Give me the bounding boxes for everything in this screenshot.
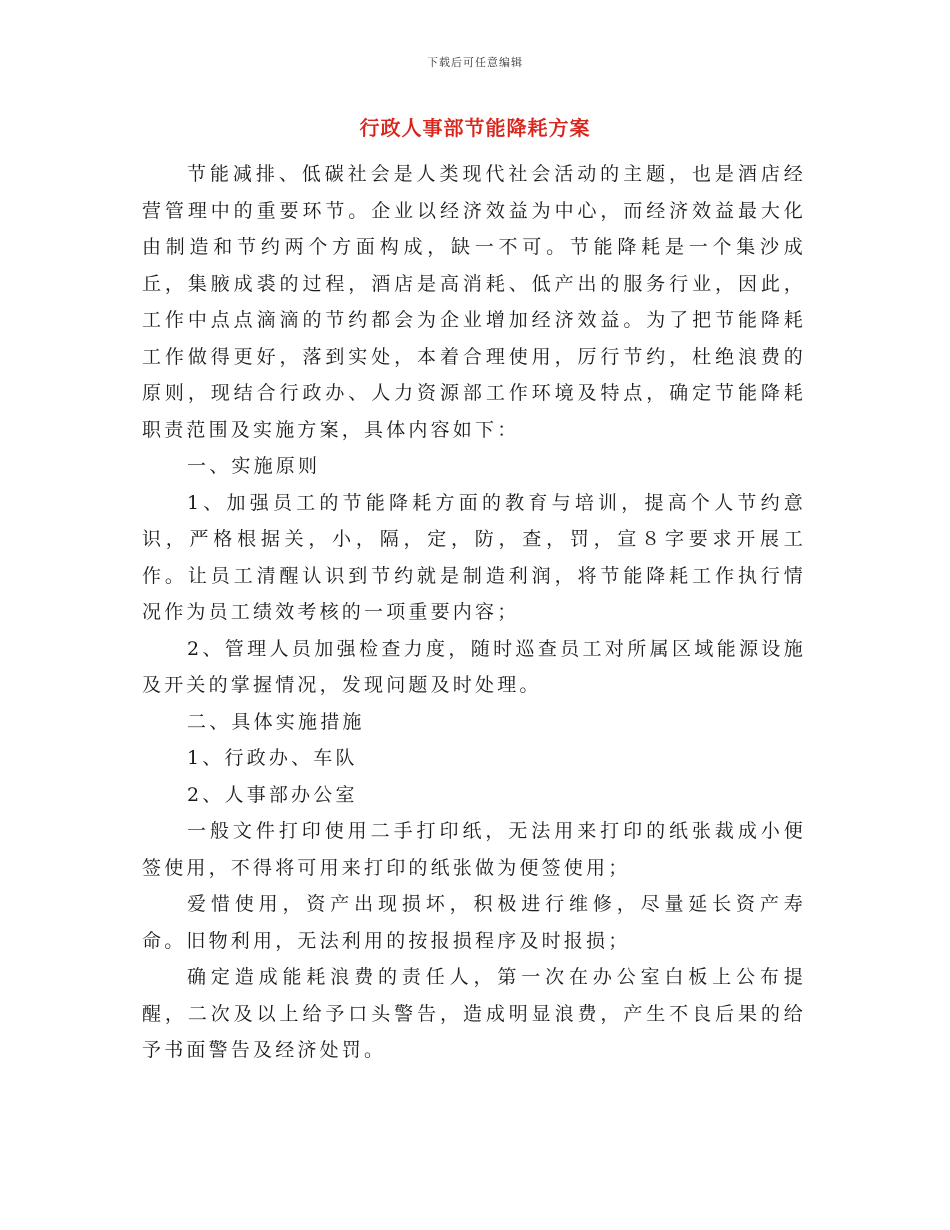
subheading-hr-office: 2、人事部办公室 (187, 783, 358, 806)
paragraph-assets: 爱惜使用，资产出现损坏，积极进行维修，尽量延长资产寿命。旧物利用，无法利用的按报损程序及时报损； (142, 893, 806, 952)
document-body (142, 156, 806, 1069)
subheading-admin-office: 1、行政办、车队 (187, 747, 358, 769)
paragraph-principle-2: 2、管理人员加强检查力度，随时巡查员工对所属区域能源设施及开关的掌握情况，发现问题及时处理。 (142, 637, 806, 696)
page-header-note: 下载后可任意编辑 (427, 56, 523, 69)
document-title: 行政人事部节能降耗方案 (359, 116, 591, 140)
paragraph-responsibility: 确定造成能耗浪费的责任人，第一次在办公室白板上公布提醒，二次及以上给予口头警告，造成明显浪费，产生不良后果的给予书面警告及经济处罚。 (142, 966, 806, 1061)
section-heading-measures: 二、具体实施措施 (187, 710, 365, 733)
paragraph-intro: 节能减排、低碳社会是人类现代社会活动的主题，也是酒店经营管理中的重要环节。企业以经济效益为中心，而经济效益最大化由制造和节约两个方面构成，缺一不可。节能降耗是一个集沙成丘，集腋成裘的过程，酒店是高消耗、低产出的服务行业，因此，工作中点点滴滴的节约都会为企业增加经济效益。为了把节能降耗工作做得更好，落到实处，本着合理使用，厉行节约，杜绝浪费的原则，现结合行政办、人力资源部工作环境及特点，确定节能降耗职责范围及实施方案，具体内容如下： (142, 163, 806, 441)
paragraph-principle-1: 1、加强员工的节能降耗方面的教育与培训，提高个人节约意识，严格根据关，小，隔，定，防，查，罚，宣８字要求开展工作。让员工清醒认识到节约就是制造利润，将节能降耗工作执行情况作为员工绩效考核的一项重要内容； (142, 491, 806, 623)
paragraph-printing: 一般文件打印使用二手打印纸，无法用来打印的纸张裁成小便签使用，不得将可用来打印的纸张做为便签使用； (142, 820, 806, 879)
section-heading-principles: 一、实施原则 (187, 455, 321, 477)
